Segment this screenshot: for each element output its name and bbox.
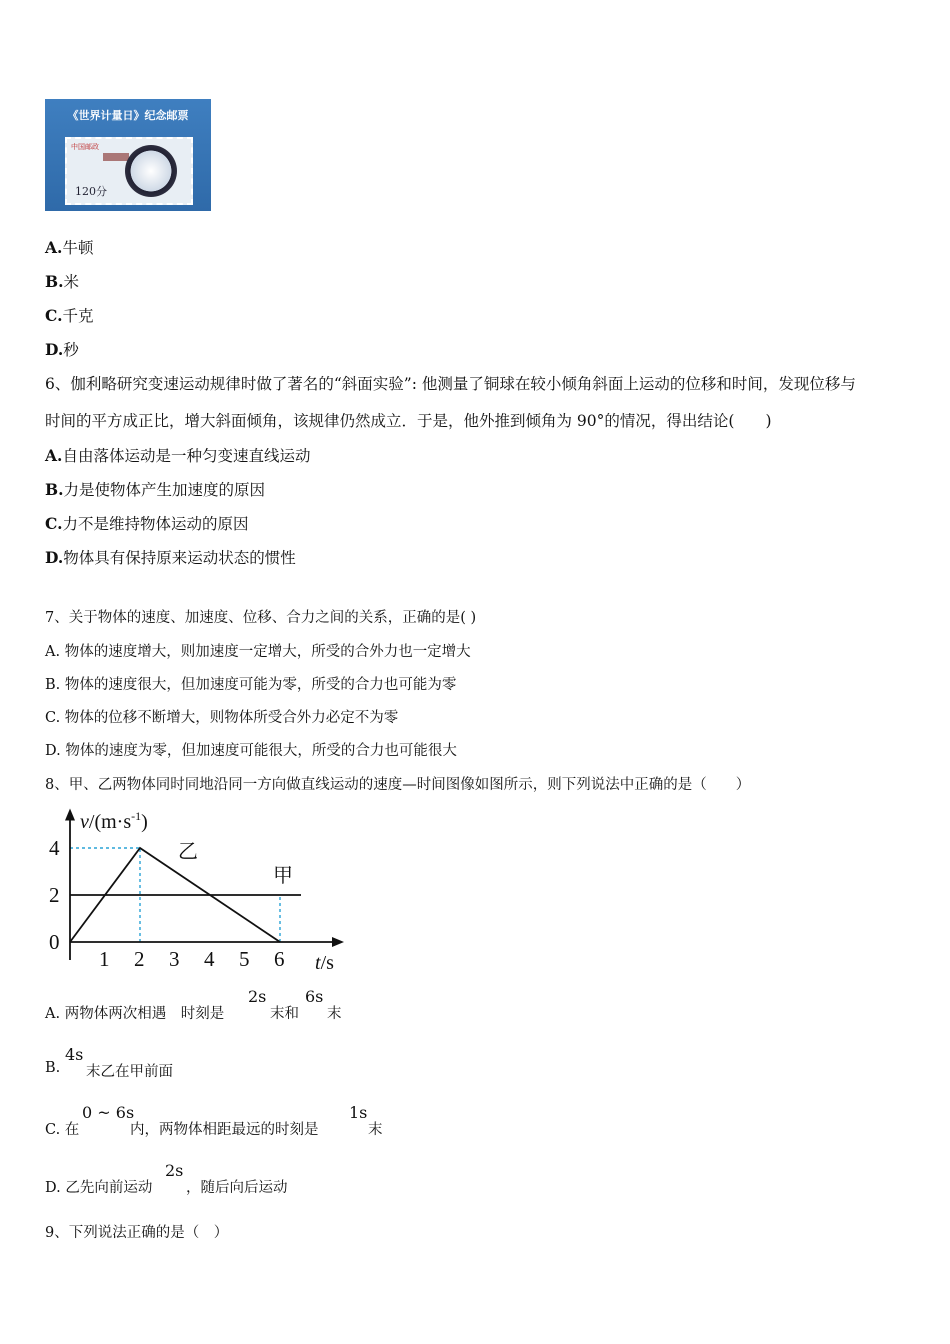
option-text: 米 xyxy=(63,273,80,291)
q6-stem-line1: 6、伽利略研究变速运动规律时做了著名的“斜面实验”: 他测量了铜球在较小倾角斜面上运动的位移和时间，发现位移与 xyxy=(45,375,856,393)
q8-option-c-time: 1s xyxy=(349,1103,368,1122)
option-text: 千克 xyxy=(62,307,94,325)
q6-stem-line2: 时间的平方成正比，增大斜面倾角，该规律仍然成立．于是，他外推到倾角为 90°的情况，得出结论( ) xyxy=(45,412,772,430)
option-text: 力不是维持物体运动的原因 xyxy=(62,515,249,533)
stamp-body xyxy=(65,137,193,205)
option-text: 秒 xyxy=(63,341,79,359)
q8-option-a-post: 末 xyxy=(327,1006,342,1022)
option-letter: C. xyxy=(45,514,63,533)
clock-dial-icon xyxy=(125,145,177,197)
option-text: 力是使物体产生加速度的原因 xyxy=(63,481,266,499)
q7-stem: 7、关于物体的速度、加速度、位移、合力之间的关系，正确的是( ) xyxy=(45,610,477,626)
q8-option-a-pre: A. 两物体两次相遇 时刻是 xyxy=(45,1006,225,1022)
q8-option-c-range: 0 ~ 6s xyxy=(82,1103,135,1122)
q8-option-a-mid: 末和 xyxy=(270,1006,299,1022)
velocity-time-graph xyxy=(40,800,350,980)
q6-option-d xyxy=(45,546,296,568)
q8-option-b-pre: B. xyxy=(45,1060,61,1076)
q7-option-d: D. 物体的速度为零，但加速度可能很大，所受的合力也可能很大 xyxy=(45,743,457,759)
q8-option-b-time: 4s xyxy=(65,1045,84,1064)
q8-option-d-pre: D. 乙先向前运动 xyxy=(45,1180,153,1196)
stamp-post-label: 中国邮政 xyxy=(71,143,99,151)
q8-option-c-mid: 内，两物体相距最远的时刻是 xyxy=(130,1122,319,1138)
q7-option-a: A. 物体的速度增大，则加速度一定增大，所受的合外力也一定增大 xyxy=(45,644,471,660)
stamp-title: 《世界计量日》纪念邮票 xyxy=(67,109,189,122)
series-label-yi: 乙 xyxy=(178,839,198,863)
q6-option-b xyxy=(45,478,265,500)
option-text: 物体具有保持原来运动状态的惯性 xyxy=(63,549,296,567)
option-letter: A. xyxy=(45,446,63,465)
q7-option-b: B. 物体的速度很大，但加速度可能为零，所受的合力也可能为零 xyxy=(45,677,457,693)
x-tick-label: 3 xyxy=(169,947,180,971)
q5-option-d xyxy=(45,338,79,360)
y-tick-label: 4 xyxy=(49,836,60,860)
option-letter: B. xyxy=(45,480,64,499)
q8-option-a-time1: 2s xyxy=(248,987,267,1006)
option-letter: A. xyxy=(45,238,63,257)
q6-option-a xyxy=(45,444,310,466)
satellite-icon xyxy=(103,153,129,161)
stamp-value: 120分 xyxy=(75,185,107,198)
option-letter: D. xyxy=(45,340,64,359)
x-tick-label: 6 xyxy=(274,947,285,971)
q5-option-c xyxy=(45,304,93,326)
q8-option-d-time: 2s xyxy=(165,1161,184,1180)
q7-option-c: C. 物体的位移不断增大，则物体所受合外力必定不为零 xyxy=(45,710,399,726)
x-tick-label: 2 xyxy=(134,947,145,971)
option-letter: C. xyxy=(45,306,63,325)
x-tick-label: 5 xyxy=(239,947,250,971)
q8-option-b-post: 末乙在甲前面 xyxy=(86,1064,173,1080)
series-label-jia: 甲 xyxy=(273,863,293,887)
q8-option-c-pre: C. 在 xyxy=(45,1122,80,1138)
y-tick-label: 2 xyxy=(49,883,60,907)
stamp-image xyxy=(45,99,211,211)
y-axis-arrow xyxy=(65,809,75,821)
q8-stem: 8、甲、乙两物体同时同地沿同一方向做直线运动的速度—时间图像如图所示，则下列说法中正确的是（ ） xyxy=(45,777,751,793)
q5-option-b xyxy=(45,270,79,292)
option-letter: B. xyxy=(45,272,64,291)
y-axis-label: $v/(m\cdot s^{-1})$ xyxy=(80,809,148,833)
x-axis-arrow xyxy=(332,937,344,947)
option-text: 牛顿 xyxy=(62,239,94,257)
q8-option-a-time2: 6s xyxy=(305,987,324,1006)
option-letter: D. xyxy=(45,548,64,567)
x-axis-label: t/s xyxy=(315,952,334,974)
x-tick-label: 4 xyxy=(204,947,215,971)
y-tick-label: 0 xyxy=(49,930,60,954)
x-tick-label: 1 xyxy=(99,947,110,971)
q8-option-c-post: 末 xyxy=(368,1122,383,1138)
option-text: 自由落体运动是一种匀变速直线运动 xyxy=(62,447,311,465)
q9-stem: 9、下列说法正确的是（ ） xyxy=(45,1225,229,1241)
q8-option-d-post: ，随后向后运动 xyxy=(186,1180,288,1196)
q5-option-a xyxy=(45,236,93,258)
q6-option-c xyxy=(45,512,248,534)
